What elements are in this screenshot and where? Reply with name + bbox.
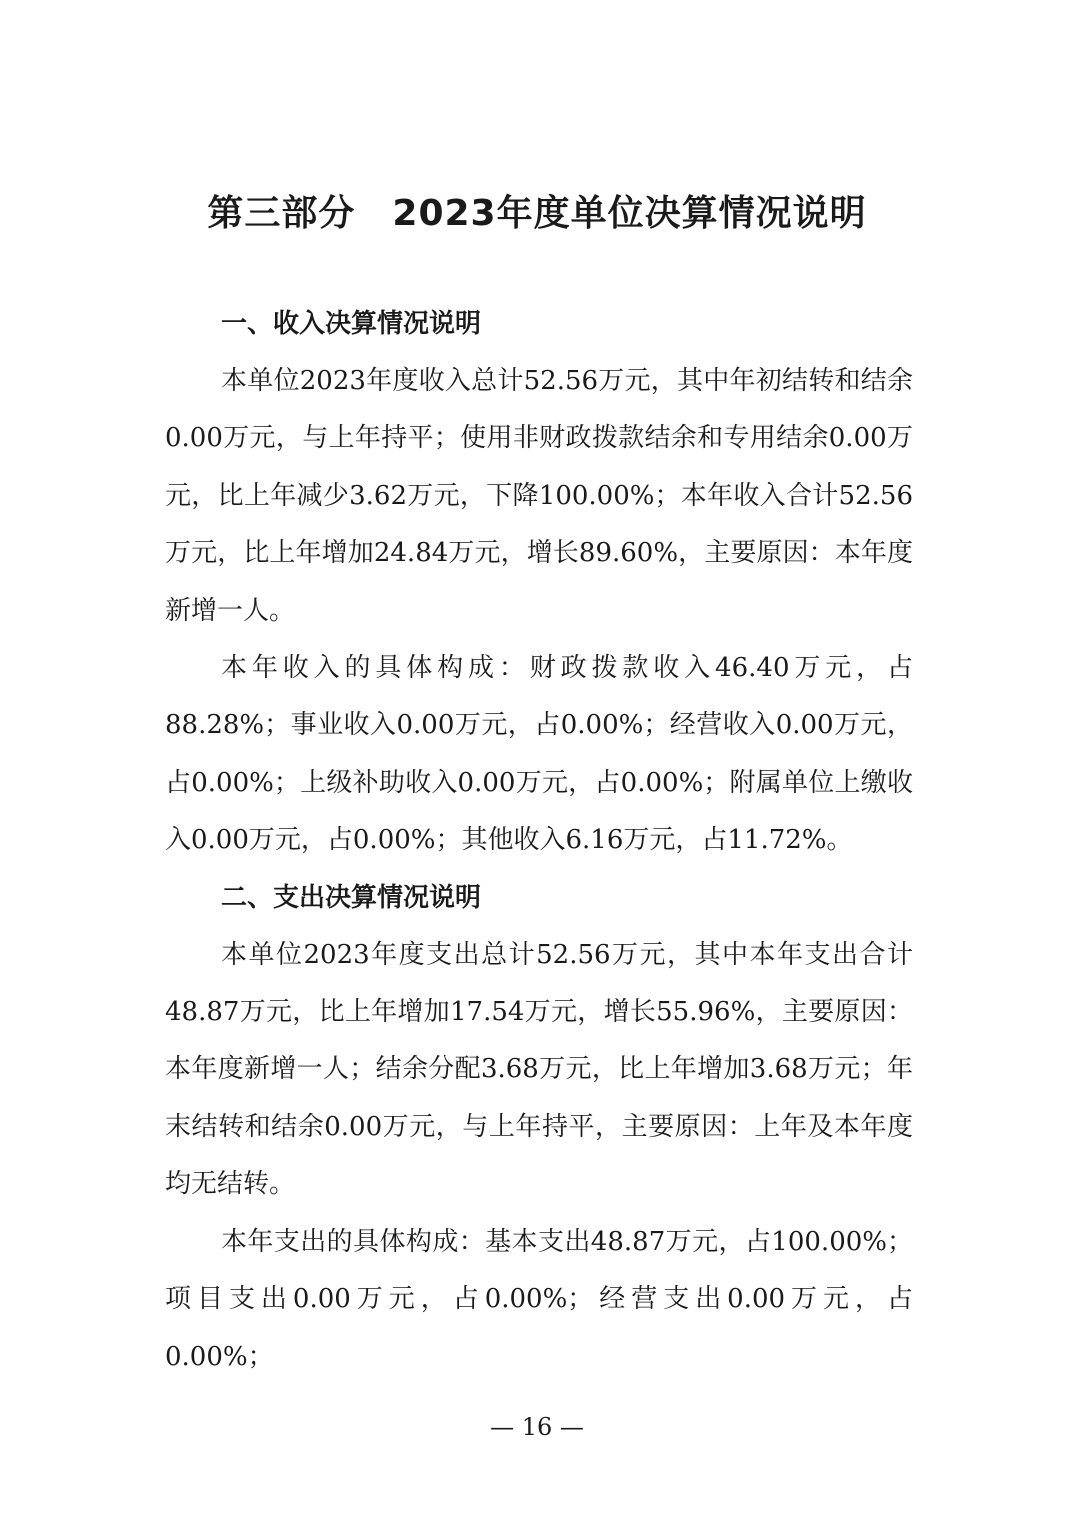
page-title: 第三部分 2023年度单位决算情况说明 [207,193,867,234]
page-number: — 16 — [490,1413,584,1441]
expenditure-summary-paragraph: 本单位2023年度支出总计52.56万元，其中本年支出合计48.87万元，比上年增加17.54万元，增长55.96%，主要原因：本年度新增一人；结余分配3.68万元，比上年增加3.68万元；年末结转和结余0.00万元，与上年持平，主要原因：上年及本年度均无结转。 [165,939,913,1200]
section-heading-income: 一、收入决算情况说明 [221,309,482,339]
income-composition-paragraph: 本年收入的具体构成：财政拨款收入46.40万元，占88.28%；事业收入0.00万元，占0.00%；经营收入0.00万元，占0.00%；上级补助收入0.00万元，占0.00%；附属单位上缴收入0.00万元，占0.00%；其他收入6.16万元，占11.72%。 [165,653,913,856]
expenditure-composition-paragraph: 本年支出的具体构成：基本支出48.87万元，占100.00%；项目支出0.00万元，占0.00%；经营支出0.00万元，占0.00%； [165,1226,913,1372]
document-body [165,296,913,1386]
section-heading-expenditure: 二、支出决算情况说明 [221,882,482,913]
income-summary-paragraph: 本单位2023年度收入总计52.56万元，其中年初结转和结余0.00万元，与上年持平；使用非财政拨款结余和专用结余0.00万元，比上年减少3.62万元，下降100.00%；本年收入合计52.56万元，比上年增加24.84万元，增长89.60%，主要原因：本年度新增一人。 [165,366,913,626]
